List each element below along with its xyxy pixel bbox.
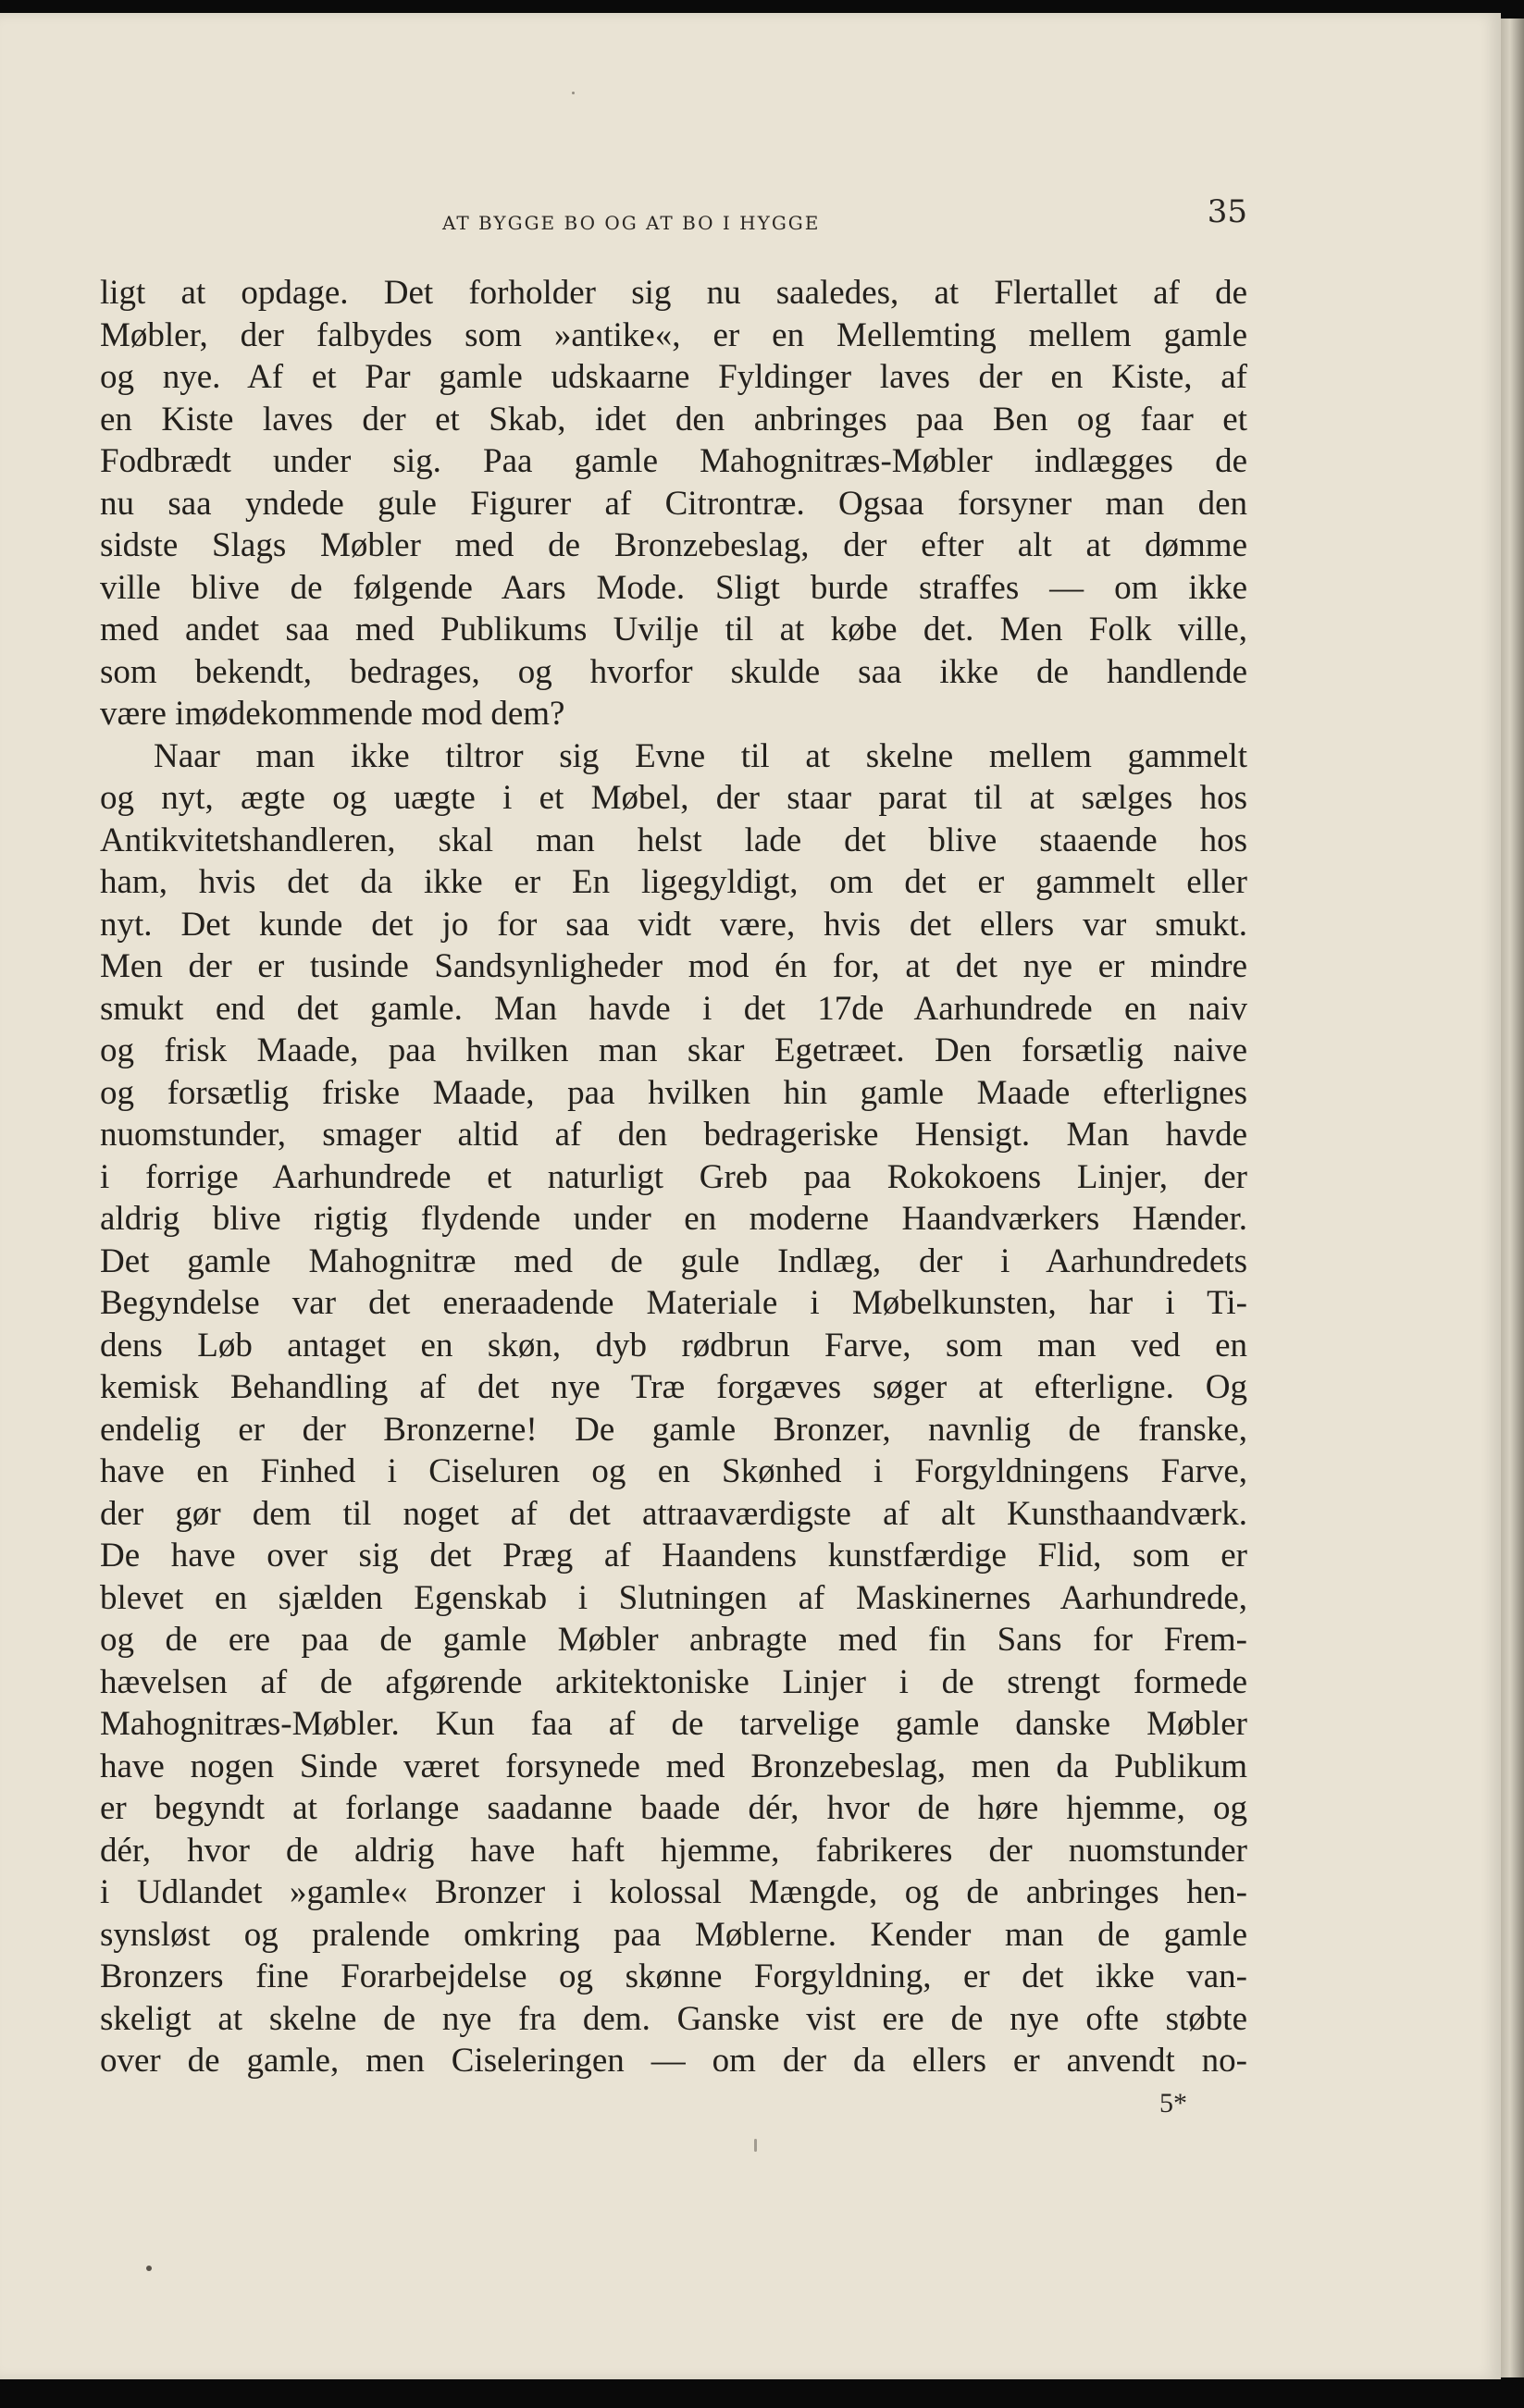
text-line: nu saa yndede gule Figurer af Citrontræ. Ogsaa forsyner man den xyxy=(100,484,1247,523)
text-line: er begyndt at forlange saadanne baade dér, hvor de høre hjemme, og xyxy=(100,1789,1247,1827)
text-line: have en Finhed i Ciseluren og en Skønhed i Forgyldningens Farve, xyxy=(100,1452,1247,1490)
text-line: ligt at opdage. Det forholder sig nu saaledes, at Flertallet af de xyxy=(100,274,1247,312)
running-title: AT BYGGE BO OG AT BO I HYGGE xyxy=(442,212,821,234)
text-line: med andet saa med Publikums Uvilje til at købe det. Men Folk ville, xyxy=(100,611,1247,648)
page-edge-shadow xyxy=(1501,19,1524,2377)
text-line: Naar man ikke tiltror sig Evne til at skelne mellem gammelt xyxy=(154,736,1247,775)
text-line: smukt end det gamle. Man havde i det 17de Aarhundrede en naiv xyxy=(100,989,1247,1028)
text-line: Bronzers fine Forarbejdelse og skønne Forgyldning, er det ikke van- xyxy=(100,1957,1247,1995)
signature-mark: 5* xyxy=(1159,2088,1187,2118)
paper-speck xyxy=(754,2139,757,2152)
text-line: og forsætlig friske Maade, paa hvilken hin gamle Maade efterlignes xyxy=(100,1073,1247,1112)
paper-speck xyxy=(146,2266,152,2271)
text-line: nuomstunder, smager altid af den bedrageriske Hensigt. Man havde xyxy=(100,1116,1247,1154)
text-line: i forrige Aarhundrede et naturligt Greb paa Rokokoens Linjer, der xyxy=(100,1157,1247,1196)
text-line: Fodbrædt under sig. Paa gamle Mahognitræs-Møbler indlægges de xyxy=(100,442,1247,480)
text-line: over de gamle, men Ciseleringen — om der da ellers er anvendt no- xyxy=(100,2042,1247,2080)
text-line: Det gamle Mahognitræ med de gule Indlæg, der i Aarhundredets xyxy=(100,1241,1247,1280)
text-line: Men der er tusinde Sandsynligheder mod én for, at det nye er mindre xyxy=(100,947,1247,985)
text-line: dér, hvor de aldrig have haft hjemme, fabrikeres der nuomstunder xyxy=(100,1831,1247,1870)
text-line: skeligt at skelne de nye fra dem. Ganske vist ere de nye ofte støbte xyxy=(100,1999,1247,2038)
book-page xyxy=(0,13,1501,2379)
text-line: ville blive de følgende Aars Mode. Sligt burde straffes — om ikke xyxy=(100,568,1247,607)
text-line: og nye. Af et Par gamle udskaarne Fyldinger laves der en Kiste, af xyxy=(100,358,1247,396)
page-header xyxy=(100,184,1247,240)
text-line: endelig er der Bronzerne! De gamle Bronzer, navnlig de franske, xyxy=(100,1410,1247,1449)
text-line: aldrig blive rigtig flydende under en moderne Haandværkers Hænder. xyxy=(100,1200,1247,1238)
page-number: 35 xyxy=(1207,193,1247,230)
text-line: De have over sig det Præg af Haandens kunstfærdige Flid, som er xyxy=(100,1537,1247,1574)
text-line: sidste Slags Møbler med de Bronzebeslag, der efter alt at dømme xyxy=(100,526,1247,564)
text-line: blevet en sjælden Egenskab i Slutningen af Maskinernes Aarhundrede, xyxy=(100,1578,1247,1617)
text-line: være imødekommende mod dem? xyxy=(100,695,565,733)
text-line: og de ere paa de gamle Møbler anbragte med fin Sans for Frem- xyxy=(100,1621,1247,1659)
text-line: som bekendt, bedrages, og hvorfor skulde saa ikke de handlende xyxy=(100,652,1247,691)
text-line: Begyndelse var det eneraadende Materiale i Møbelkunsten, har i Ti- xyxy=(100,1284,1247,1322)
text-line: Mahognitræs-Møbler. Kun faa af de tarvelige gamle danske Møbler xyxy=(100,1705,1247,1743)
text-line: hævelsen af de afgørende arkitektoniske Linjer i de strengt formede xyxy=(100,1662,1247,1701)
paper-speck xyxy=(572,92,575,94)
text-line: en Kiste laves der et Skab, idet den anbringes paa Ben og faar et xyxy=(100,400,1247,438)
text-line: i Udlandet »gamle« Bronzer i kolossal Mængde, og de anbringes hen- xyxy=(100,1873,1247,1911)
text-line: have nogen Sinde været forsynede med Bronzebeslag, men da Publikum xyxy=(100,1747,1247,1785)
text-line: dens Løb antaget en skøn, dyb rødbrun Farve, som man ved en xyxy=(100,1326,1247,1365)
body-text xyxy=(100,272,1247,2082)
text-line: nyt. Det kunde det jo for saa vidt være, hvis det ellers var smukt. xyxy=(100,905,1247,944)
text-line: Møbler, der falbydes som »antike«, er en Mellemting mellem gamle xyxy=(100,315,1247,354)
text-line: Antikvitetshandleren, skal man helst lade det blive staaende hos xyxy=(100,821,1247,859)
text-line: der gør dem til noget af det attraaværdigste af alt Kunsthaandværk. xyxy=(100,1494,1247,1533)
text-line: ham, hvis det da ikke er En ligegyldigt, om det er gammelt eller xyxy=(100,863,1247,901)
text-line: synsløst og pralende omkring paa Møblerne. Kender man de gamle xyxy=(100,1915,1247,1954)
text-line: og nyt, ægte og uægte i et Møbel, der staar parat til at sælges hos xyxy=(100,779,1247,817)
text-line: og frisk Maade, paa hvilken man skar Egetræet. Den forsætlig naive xyxy=(100,1031,1247,1069)
text-line: kemisk Behandling af det nye Træ forgæves søger at efterligne. Og xyxy=(100,1368,1247,1406)
